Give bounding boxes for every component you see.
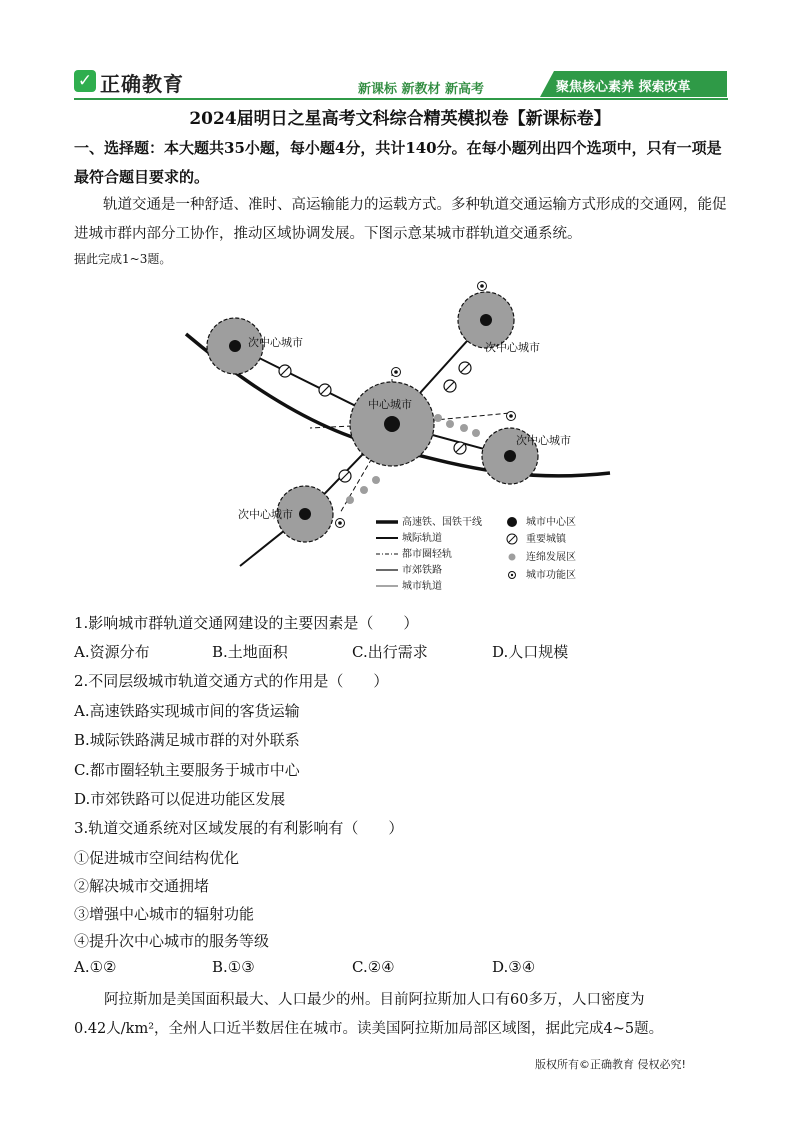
q3-statement-3: ③增强中心城市的辐射功能 <box>74 905 255 923</box>
q1-option-b: B.土地面积 <box>212 643 288 661</box>
legend-function-zone: 城市功能区 <box>526 570 576 581</box>
city-sub-ne <box>458 292 514 348</box>
passage2-line2: 0.42人/km²，全州人口近半数居住在城市。读美国阿拉斯加局部区域图，据此完成4~5题。 <box>74 1021 664 1037</box>
q1-option-a: A.资源分布 <box>74 643 150 661</box>
map-legend <box>376 515 576 592</box>
q2-option-a: A.高速铁路实现城市间的客货运输 <box>74 702 300 720</box>
label-sub-sw: 次中心城市 <box>238 508 293 521</box>
q2-stem: 2.不同层级城市轨道交通方式的作用是（ ） <box>74 672 389 690</box>
q3-stem: 3.轨道交通系统对区域发展的有利影响有（ ） <box>74 819 404 837</box>
q1-option-d: D.人口规模 <box>492 643 569 661</box>
intro-tail: 据此完成1~3题。 <box>74 252 172 266</box>
q3-option-a: A.①② <box>74 958 117 976</box>
q3-statement-1: ①促进城市空间结构优化 <box>74 849 240 867</box>
intro-text: 轨道交通是一种舒适、准时、高运输能力的运载方式。多种轨道交通运输方式形成的交通网，能促进城市群内部分工协作，推动区域协调发展。下图示意某城市群轨道交通系统。 <box>74 197 727 242</box>
copyright-notice: 版权所有©正确教育 侵权必究! <box>535 1058 686 1071</box>
passage2-line1: 阿拉斯加是美国面积最大、人口最少的州。目前阿拉斯加人口有60多万，人口密度为 <box>104 992 645 1008</box>
q3-statement-2: ②解决城市交通拥堵 <box>74 877 210 895</box>
label-sub-e: 次中心城市 <box>516 434 571 447</box>
header-divider <box>74 98 728 100</box>
label-center: 中心城市 <box>368 398 412 411</box>
legend-hsr: 高速铁、国铁干线 <box>402 517 482 528</box>
legend-urban: 城市轨道 <box>402 581 442 592</box>
rail-network-map <box>180 268 620 598</box>
legend-intercity: 城际轨道 <box>402 533 442 544</box>
brand-name: 正确教育 <box>100 72 184 96</box>
q1-stem: 1.影响城市群轨道交通网建设的主要因素是（ ） <box>74 614 419 632</box>
legend-key-town: 重要城镇 <box>526 534 566 545</box>
legend-suburban: 市郊铁路 <box>402 565 442 576</box>
label-sub-ne: 次中心城市 <box>485 341 540 354</box>
header-banner-text: 聚焦核心素养 探索改革 <box>556 80 691 95</box>
legend-metro-ring: 都市圈轻轨 <box>402 549 452 560</box>
q3-option-d: D.③④ <box>492 958 536 976</box>
q3-statement-4: ④提升次中心城市的服务等级 <box>74 932 270 950</box>
legend-contiguous: 连绵发展区 <box>526 552 576 563</box>
exam-title: 2024届明日之星高考文科综合精英模拟卷【新课标卷】 <box>189 109 611 129</box>
header-slogan: 新课标 新教材 新高考 <box>358 82 485 97</box>
q2-option-d: D.市郊铁路可以促进功能区发展 <box>74 790 286 808</box>
city-center <box>350 382 434 466</box>
q2-option-c: C.都市圈轻轨主要服务于城市中心 <box>74 761 300 779</box>
check-logo-icon: ✓ <box>74 70 96 92</box>
label-sub-nw: 次中心城市 <box>248 336 303 349</box>
legend-city-center: 城市中心区 <box>526 517 576 528</box>
q3-option-b: B.①③ <box>212 958 255 976</box>
section-heading: 一、选择题：本大题共35小题，每小题4分，共计140分。在每小题列出四个选项中，只有一项是最符合题目要求的。 <box>74 139 722 186</box>
q3-option-c: C.②④ <box>352 958 395 976</box>
q1-option-c: C.出行需求 <box>352 643 428 661</box>
intro-paragraph <box>74 191 728 249</box>
q2-option-b: B.城际铁路满足城市群的对外联系 <box>74 731 300 749</box>
